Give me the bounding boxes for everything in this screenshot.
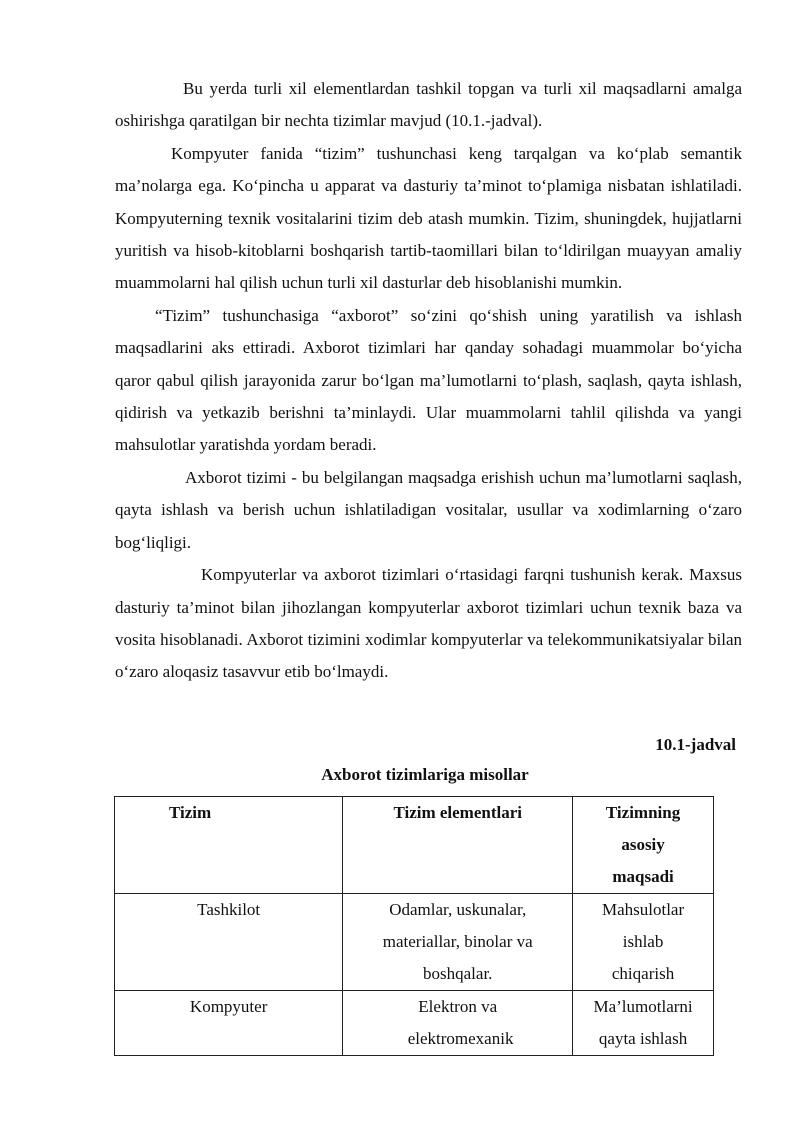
- cell-text: Ma’lumotlarni qayta ishlash: [593, 997, 693, 1048]
- table-header-cell: [573, 797, 714, 894]
- systems-examples-table: [114, 796, 714, 1056]
- cell-text: Elektron va elektromexanik: [407, 997, 514, 1048]
- paragraph: Kompyuter fanida “tizim” tushunchasi keng tarqalgan va ko‘plab semantik ma’nolarga ega. Ko‘pincha u apparat va dasturiy ta’minot to‘plamiga nisbatan ishlatiladi. Kompyuterning texnik vositalarini tizim deb atash mumkin. Tizim, shuningdek, hujjatlarni yuritish va hisob-kitoblarni boshqarish tartib-taomillari bilan to‘ldirilgan muayyan amaliy muammolarni hal qilish uchun turli xil dasturlar deb hisoblanishi mumkin.: [115, 143, 742, 293]
- paragraph: Bu yerda turli xil elementlardan tashkil topgan va turli xil maqsadlarni amalga oshirishga qaratilgan bir nechta tizimlar mavjud (10.1.-jadval).: [115, 79, 742, 131]
- table-row: [115, 991, 714, 1056]
- cell-text: Mahsulotlar ishlab chiqarish: [601, 900, 685, 983]
- table-number-label: 10.1-jadval: [655, 735, 736, 754]
- table-caption: Axborot tizimlariga misollar: [321, 765, 529, 784]
- table-cell: [573, 894, 714, 991]
- table-cell: Tashkilot: [115, 894, 343, 991]
- paragraph: “Tizim” tushunchasiga “axborot” so‘zini qo‘shish uning yaratilish va ishlash maqsadlarini aks ettiradi. Axborot tizimlari har qanday sohadagi muammolar bo‘yicha qaror qabul qilish jarayonida zarur bo‘lgan ma’lumotlarni to‘plash, saqlash, qayta ishlash, qidirish va yetkazib berishni ta’minlaydi. Ular muammolarni tahlil qilishda va yangi mahsulotlar yaratishda yordam beradi.: [115, 305, 742, 455]
- table-row: [115, 894, 714, 991]
- table-cell: [343, 991, 573, 1056]
- paragraph: Axborot tizimi - bu belgilangan maqsadga erishish uchun ma’lumotlarni saqlash, qayta ishlash va berish uchun ishlatiladigan vositalar, usullar va xodimlarning o‘zaro bog‘liqligi.: [115, 467, 742, 552]
- table-cell: [573, 991, 714, 1056]
- table-cell: Kompyuter: [115, 991, 343, 1056]
- cell-text: Odamlar, uskunalar, materiallar, binolar va boshqalar.: [382, 900, 533, 983]
- header-text: Tizimning asosiy maqsadi: [605, 803, 681, 886]
- table-header-cell: Tizim elementlari: [343, 797, 573, 894]
- table-header-row: [115, 797, 714, 894]
- body-text: [115, 73, 742, 689]
- paragraph: Kompyuterlar va axborot tizimlari o‘rtasidagi farqni tushunish kerak. Maxsus dasturiy ta’minot bilan jihozlangan kompyuterlar axborot tizimlari uchun texnik baza va vosita hisoblanadi. Axborot tizimini xodimlar kompyuterlar va telekommunikatsiyalar bilan o‘zaro aloqasiz tasavvur etib bo‘lmaydi.: [115, 565, 742, 682]
- table-cell: [343, 894, 573, 991]
- table-header-cell: Tizim: [115, 797, 343, 894]
